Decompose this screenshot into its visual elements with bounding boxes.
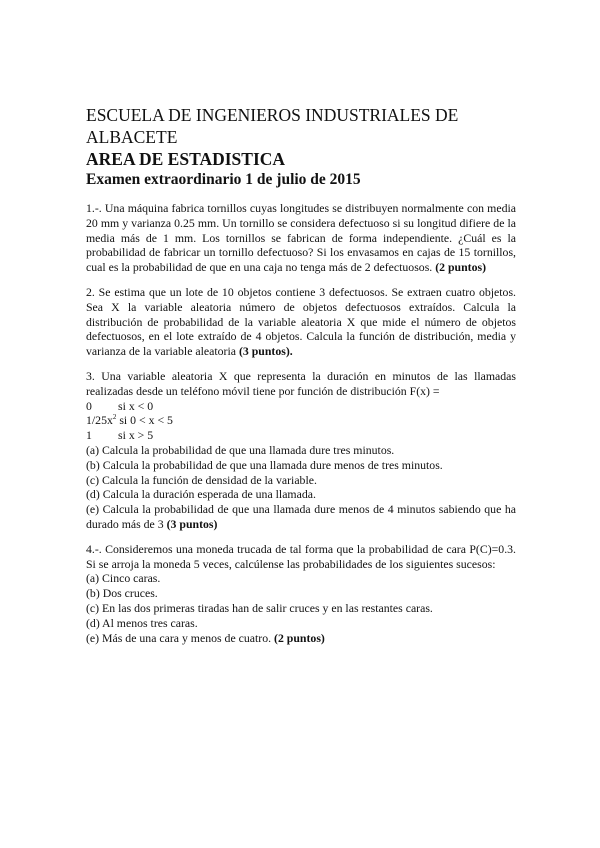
school-title-line2: ALBACETE — [86, 127, 178, 147]
question-2 — [86, 285, 516, 359]
question-4-item-d: (d) Al menos tres caras. — [86, 615, 198, 630]
distribution-row — [86, 399, 516, 414]
question-4-item-b: (b) Dos cruces. — [86, 586, 158, 601]
question-4-points: (2 puntos) — [274, 630, 325, 645]
distribution-right: si 0 < x < 5 — [116, 413, 173, 428]
question-2-points: (3 puntos). — [238, 344, 293, 359]
area-title: AREA DE ESTADISTICA — [86, 149, 286, 169]
question-3-item-d: (d) Calcula la duración esperada de una llamada. — [86, 487, 316, 502]
question-1 — [86, 201, 516, 275]
distribution-row — [86, 413, 516, 428]
question-3-points: (3 puntos) — [166, 516, 218, 531]
question-3 — [86, 369, 516, 532]
question-1-text: 1.-. Una máquina fabrica tornillos cuyas longitudes se distribuyen normalmente con media 20 mm y varianza 0.25 mm. Un tornillo se considera defectuoso si su longitud difiere de la media más de 1 mm. Los tornillos se fabrican de forma independiente. ¿Cuál es la probabilidad de fabricar un tornillo defectuoso? Si los envasamos en cajas de 15 tornillos, cual es la probabilidad de que en una caja no tenga más de 2 defectuosos. — [86, 201, 516, 275]
distribution-right: si x > 5 — [118, 428, 154, 443]
distribution-left: 0 — [86, 398, 92, 413]
exam-title: Examen extraordinario 1 de julio de 2015 — [86, 171, 361, 188]
question-4-item-c: (c) En las dos primeras tiradas han de salir cruces y en las restantes caras. — [86, 600, 433, 615]
distribution-left: $1/25x^2$ — [86, 413, 117, 428]
question-4 — [86, 542, 516, 646]
question-4-item-a: (a) Cinco caras. — [86, 571, 161, 586]
question-3-item-e: (e) Calcula la probabilidad de que una llamada dure menos de 4 minutos sabiendo que ha durado más de 3 (3 puntos) — [86, 502, 516, 531]
exam-page — [86, 104, 516, 645]
question-1-points: (2 puntos) — [435, 260, 487, 275]
question-4-intro: 4.-. Consideremos una moneda trucada de tal forma que la probabilidad de cara P(C)=0.3. Si se arroja la moneda 5 veces, calcúlense las probabilidades de los siguientes sucesos: — [86, 541, 516, 571]
distribution-left: 1 — [86, 428, 92, 443]
school-title-line1: ESCUELA DE INGENIEROS INDUSTRIALES DE — [86, 105, 459, 125]
distribution-right: si x < 0 — [118, 398, 154, 413]
distribution-row — [86, 428, 516, 443]
question-4-item-e: (e) Más de una cara y menos de cuatro. (2 puntos) — [86, 630, 325, 645]
question-3-item-a: (a) Calcula la probabilidad de que una llamada dure tres minutos. — [86, 442, 395, 457]
question-3-item-c: (c) Calcula la función de densidad de la variable. — [86, 472, 317, 487]
question-2-text: 2. Se estima que un lote de 10 objetos contiene 3 defectuosos. Se extraen cuatro objetos. Sea X la variable aleatoria número de objetos defectuosos extraídos. Calcula la distribución de probabilidad de la variable aleatoria X que mide el número de objetos defectuosos, en el lote extraído de 4 objetos. Calcula la función de distribución, media y varianza de la variable aleatoria — [86, 284, 516, 359]
question-3-intro: 3. Una variable aleatoria X que representa la duración en minutos de las llamadas realizadas desde un teléfono móvil tiene por función de distribución F(x) = — [86, 368, 516, 398]
question-3-item-b: (b) Calcula la probabilidad de que una llamada dure menos de tres minutos. — [86, 457, 443, 472]
